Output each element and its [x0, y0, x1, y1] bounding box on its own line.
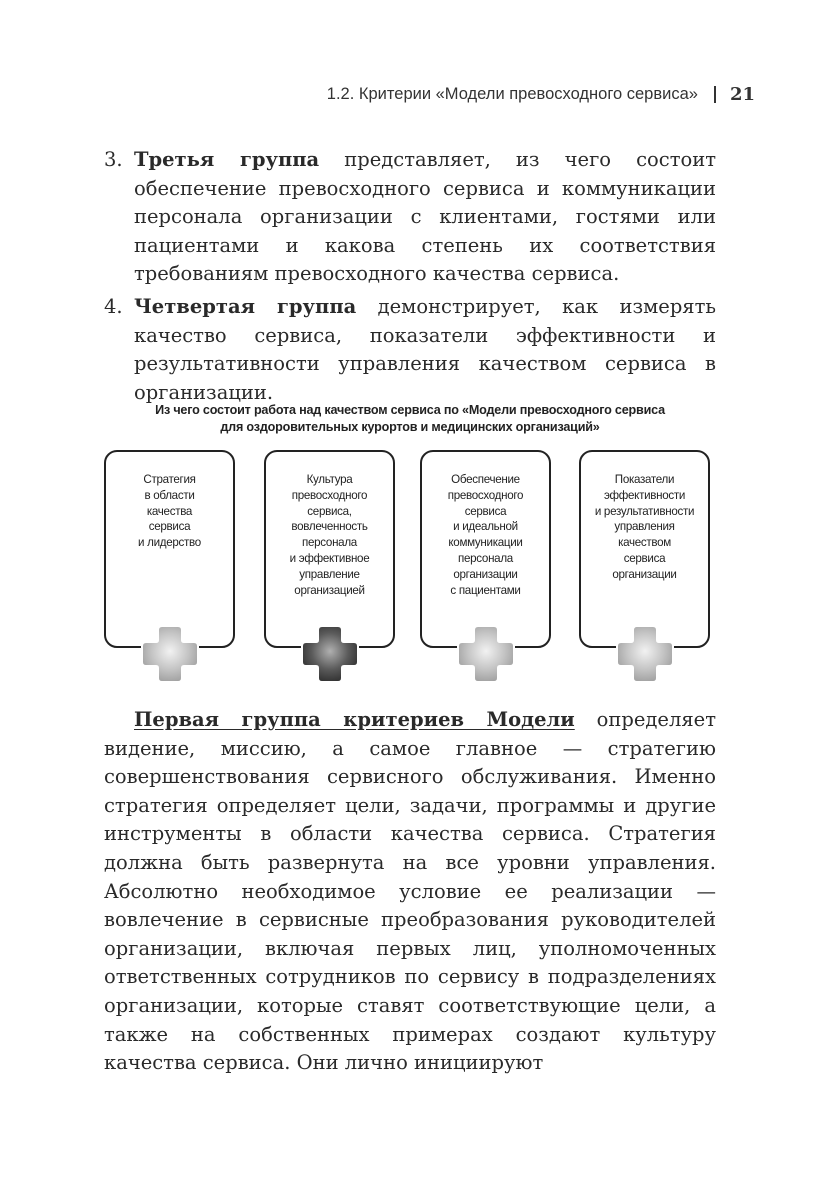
box-label: Обеспечение превосходного сервиса и идеальной коммуникации персонала организации с пациентами — [447, 473, 524, 597]
list-number: 4. — [104, 294, 123, 318]
paragraph-lead: Первая группа критериев Модели — [134, 708, 575, 731]
box-label: Показатели эффективности и результативности управления качеством сервиса организации — [594, 473, 695, 581]
criteria-diagram — [104, 402, 716, 692]
page-number: 21 — [729, 84, 755, 105]
list-item — [104, 293, 716, 407]
diagram-box-indicators — [579, 450, 710, 648]
diagram-box-culture — [264, 450, 395, 648]
list-number: 3. — [104, 148, 123, 171]
body-paragraph — [104, 706, 716, 1078]
diagram-caption — [104, 402, 716, 436]
paragraph-text: определяет видение, миссию, а самое главное — стратегию совершенствования сервисного обслуживания. Именно стратегия определяет цели, задачи, программы и другие инструменты в области качества сервиса. Стратегия должна быть развернута на все уровни управления. Абсолютно необходимое условие ее реализации — вовлечение в сервисные преобразования руководителей организации, включая первых лиц, уполномоченных ответственных сотрудников по сервису в подразделениях организации, которые ставят соответствующие цели, а также на собственных примерах создают культуру качества сервиса. Они лично инициируют — [104, 708, 716, 1075]
header-divider — [714, 86, 716, 103]
medical-cross-icon — [300, 624, 360, 684]
list-item-lead: Третья группа — [134, 148, 320, 171]
section-title: 1.2. Критерии «Модели превосходного сервиса» — [326, 85, 698, 103]
diagram-box-strategy — [104, 450, 235, 648]
medical-cross-icon — [615, 624, 675, 684]
diagram-caption-line: для оздоровительных курортов и медицинских организаций» — [220, 420, 600, 434]
medical-cross-icon — [456, 624, 516, 684]
box-label: Стратегия в области качества сервиса и лидерство — [138, 473, 201, 550]
medical-cross-icon — [140, 624, 200, 684]
criteria-list — [104, 146, 716, 411]
box-label: Культура превосходного сервиса, вовлеченность персонала и эффективное управление организацией — [289, 473, 370, 597]
list-item-lead: Четвертая группа — [134, 294, 357, 318]
list-item-text: демонстрирует, как измерять качество сервиса, показатели эффективности и результативности управления качеством сервиса в организации. — [134, 294, 717, 404]
diagram-caption-line: Из чего состоит работа над качеством сервиса по «Модели превосходного сервиса — [155, 403, 665, 417]
running-header — [327, 84, 755, 105]
diagram-box-service — [420, 450, 551, 648]
diagram-boxes — [104, 450, 716, 690]
list-item — [104, 146, 716, 289]
list-item-text: представляет, из чего состоит обеспечение превосходного сервиса и коммуникации персонала организации с клиентами, гостями или пациентами и какова степень их соответствия требованиям превосходного качества сервиса. — [134, 148, 717, 286]
